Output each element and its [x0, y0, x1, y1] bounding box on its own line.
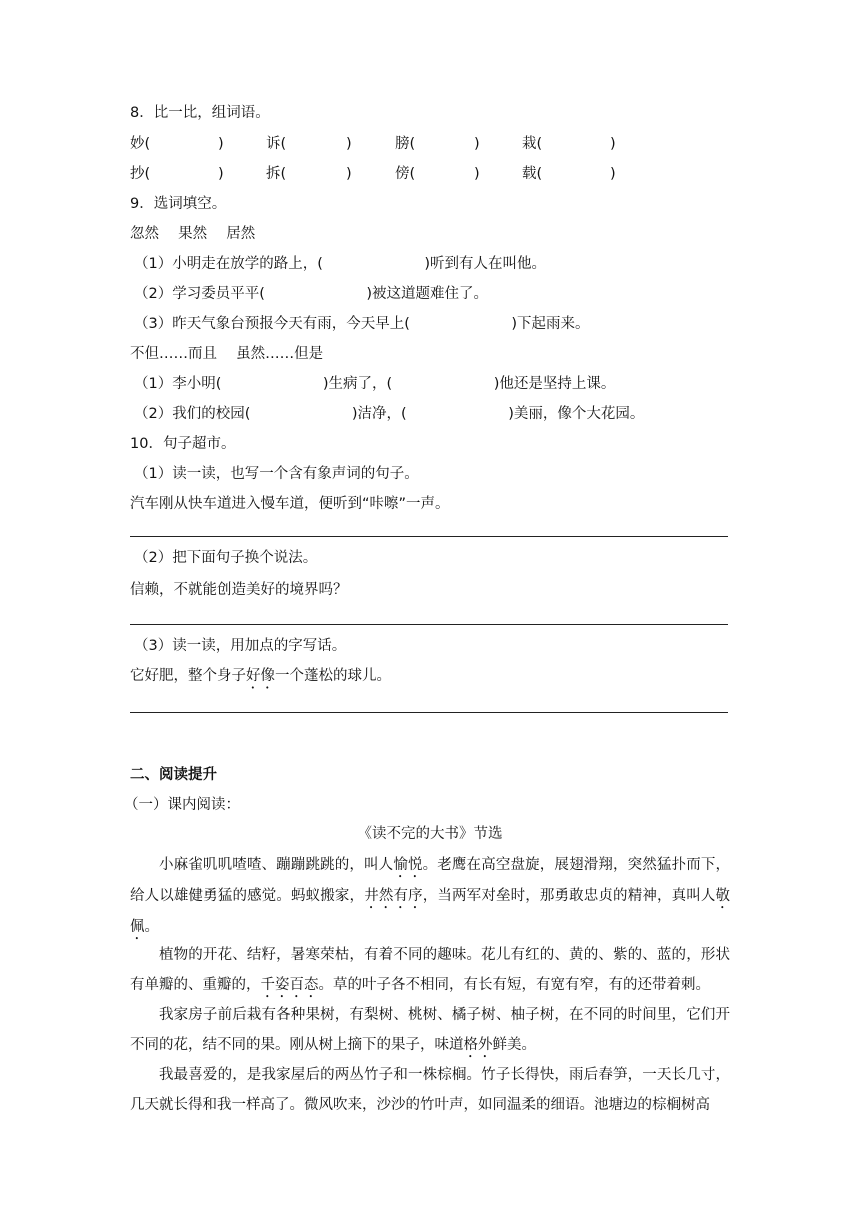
q10-example-3: [130, 666, 391, 692]
q10-example-2: 信赖，不就能创造美好的境界吗？: [130, 582, 348, 598]
q10-example-3-part: 它好肥，整个身子: [130, 668, 246, 684]
q8-blank-close: ): [346, 136, 352, 152]
q8-blank-close: ): [218, 136, 224, 152]
q9-title: 9．选词填空。: [130, 196, 227, 212]
text-run: 。老鹰在高空盘旋，展翅滑翔，突然猛扑而下，给人以雄健勇猛的感觉。蚂蚁搬家，: [130, 857, 731, 904]
subsection-heading: （一）课内阅读：: [124, 797, 240, 813]
q10-example-1: 汽车刚从快车道进入慢车道，便听到“咔嚓”一声。: [130, 496, 450, 512]
q9-word-choices-1: 忽然 果然 居然: [130, 226, 256, 242]
text-run: 植物的开花、结籽，暑寒荣枯，有着不同的趣味。花儿有红的、黄的、紫的、蓝的，形状有单瓣的、重瓣的，: [130, 947, 730, 993]
dotted-characters: 好像: [246, 668, 275, 684]
passage-title: 《读不完的大书》节选: [357, 826, 503, 842]
text-run: 。草的叶子各不相同，有长有短，有宽有窄，有的还带着刺。: [318, 977, 710, 993]
answer-line-3[interactable]: [130, 712, 728, 713]
q8-word: 膀(: [395, 136, 416, 152]
dotted-characters: 格外: [463, 1037, 493, 1053]
q8-blank-close: ): [610, 166, 616, 182]
q10-prompt-3: （3）读一读，用加点的字写话。: [134, 638, 347, 654]
answer-line-2[interactable]: [130, 624, 728, 625]
q8-word: 载(: [522, 166, 543, 182]
passage-paragraph-3: [130, 1000, 730, 1061]
text-run: 我家房子前后栽有各种果树，有梨树、桃树、橘子树、柚子树，在不同的时间里，它们开不同的花，结不同的果。刚从树上摘下的果子，味道: [130, 1007, 730, 1053]
text-run: 鲜美。: [492, 1037, 536, 1053]
q8-word: 傍(: [395, 166, 416, 182]
q10-title: 10．句子超市。: [130, 436, 236, 452]
q8-title: 8．比一比，组词语。: [130, 105, 270, 121]
text-run: ，当两军对垒时，那勇敢忠贞的精神，真叫人: [422, 888, 716, 904]
q8-blank-close: ): [610, 136, 616, 152]
dotted-characters: 井然有序: [364, 888, 423, 904]
q8-blank-close: ): [474, 166, 480, 182]
dotted-characters: 敬佩: [130, 888, 731, 935]
passage-paragraph-2: [130, 940, 730, 1001]
q10-prompt-2: （2）把下面句子换个说法。: [134, 550, 318, 566]
text-run: 小麻雀叽叽喳喳、蹦蹦跳跳的，叫人: [159, 857, 394, 873]
q8-word: 栽(: [522, 136, 543, 152]
q8-word: 诉(: [266, 136, 287, 152]
q9-sentence-1: （1）小明走在放学的路上，( )听到有人在叫他。: [134, 256, 547, 272]
q9-word-choices-2: 不但……而且 虽然……但是: [130, 346, 324, 362]
q9-sentence-4: （1）李小明( )生病了，( )他还是坚持上课。: [134, 376, 616, 392]
section-heading: 二、阅读提升: [130, 767, 217, 783]
dotted-characters: 千姿百态: [260, 977, 319, 993]
q9-sentence-3: （3）昨天气象台预报今天有雨，今天早上( )下起雨来。: [134, 316, 590, 332]
passage-paragraph-4: 我最喜爱的，是我家屋后的两丛竹子和一株棕榈。竹子长得快，雨后春笋，一天长几寸，几天就长得和我一样高了。微风吹来，沙沙的竹叶声，如同温柔的细语。池塘边的棕榈树高: [130, 1067, 730, 1113]
q10-example-3-part: 一个蓬松的球儿。: [275, 668, 391, 684]
q10-prompt-1: （1）读一读，也写一个含有象声词的句子。: [134, 466, 419, 482]
q9-sentence-5: （2）我们的校园( )洁净，( )美丽，像个大花园。: [134, 406, 645, 422]
q8-blank-close: ): [218, 166, 224, 182]
passage-paragraph-1: [130, 850, 730, 943]
dotted-characters: 愉悦: [393, 857, 423, 873]
q9-sentence-2: （2）学习委员平平( )被这道题难住了。: [134, 286, 489, 302]
q8-word: 拆(: [266, 166, 287, 182]
answer-line-1[interactable]: [130, 536, 728, 537]
q8-blank-close: ): [474, 136, 480, 152]
q8-word: 抄(: [130, 166, 151, 182]
q8-blank-close: ): [346, 166, 352, 182]
text-run: 。: [144, 919, 159, 935]
q8-word: 妙(: [130, 136, 151, 152]
